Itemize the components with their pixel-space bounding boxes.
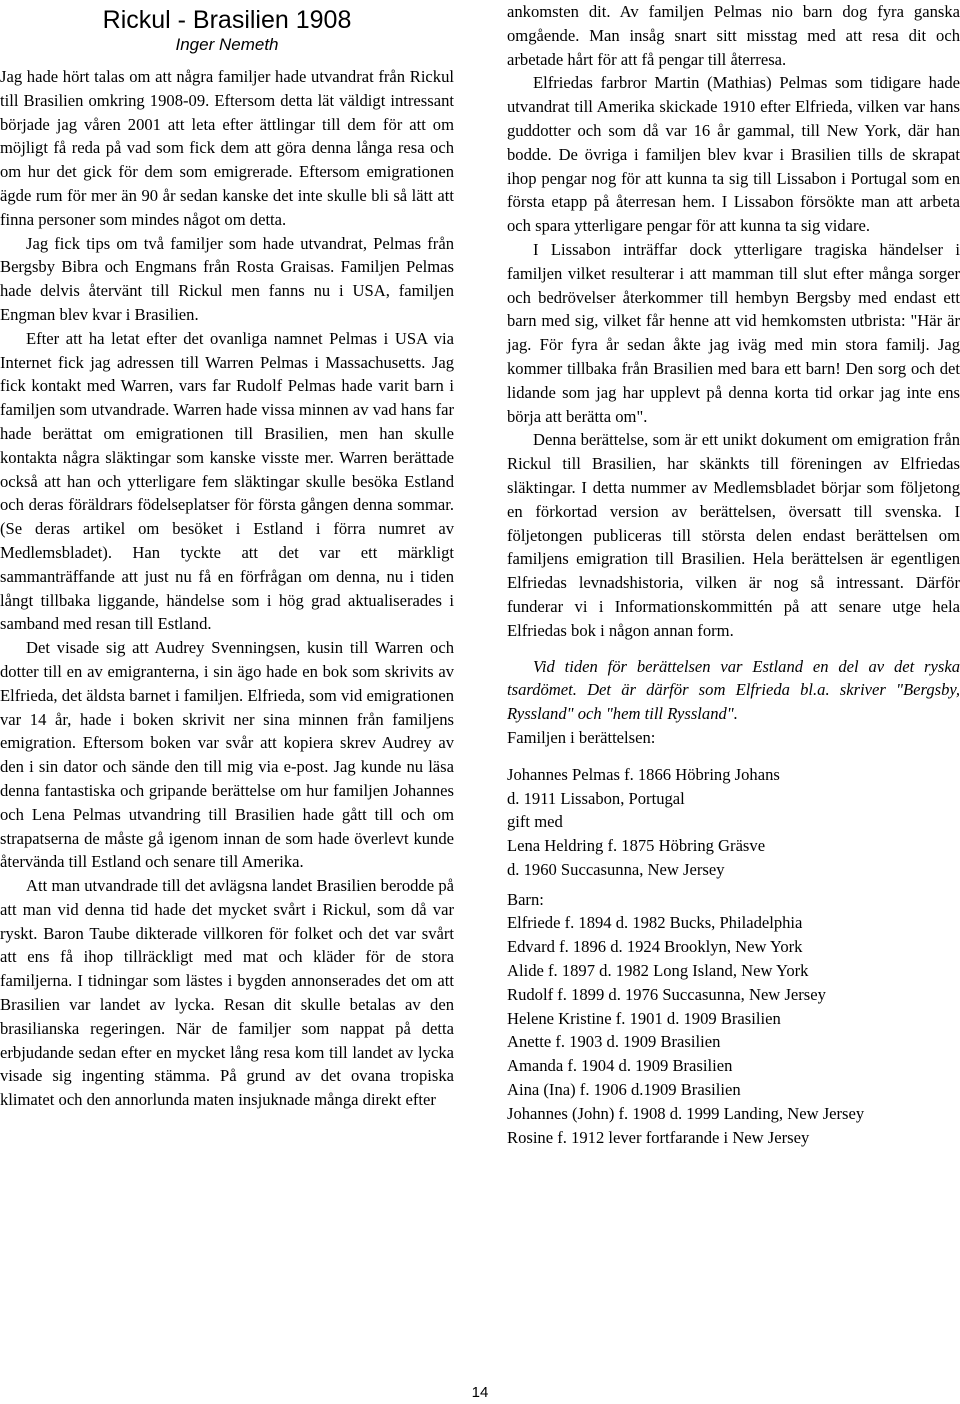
paragraph-lissabon: I Lissabon inträffar dock ytterligare tragiska händelser i familjen vilket resulterar i att mamman till slut efter många sorger och bedrövelser återkommer till hembyn Bergsby med endast ett barn med sig, vilket får henne att vid hemkomsten utbrista: "Här är jag. För fyra år sedan åkte jag iväg med min stora familj. Jag kommer tillbaka från Brasilien med bara ett barn! Den sorg och det lidande som jag har upplevt på denna korta tid orkar jag inte ens börja att berätta om". (507, 239, 960, 426)
right-column (507, 0, 960, 1149)
page-number: 14 (471, 1384, 489, 1401)
paragraph-document: Denna berättelse, som är ett unikt dokument om emigration från Rickul till Brasilien, har skänkts till föreningen av Elfriedas släktingar. I detta nummer av Medlemsbladet börjar som följetong en förkortad version av berättelsen, översatt till svenska. I följetongen publiceras till största delen endast berättelsen om familjens emigration till Brasilien. Hela berättelsen är egentligen Elfriedas levnadshistoria, vilken är nog så intressant. Därför funderar vi i Informationskommittén på att senare utge hela Elfriedas bok i någon annan form. (507, 430, 960, 640)
child-line: Rudolf f. 1899 d. 1976 Succasunna, New Jersey (507, 984, 826, 1004)
paragraph-reasons: Att man utvandrade till det avlägsna landet Brasilien berodde på att man vid denna tid hade det mycket svårt i Rickul, som då var ryskt. Baron Taube dikterade villkoren för folket och det var svårt att ens få ihop tillräckligt med mat och kläder för de stora familjerna. I tidningar som lästes i bygden annonserades det om att Brasilien var landet av lycka. Resan dit skulle betalas av den brasilianska regeringen. När de familjer som nappat på detta erbjudande sedan efter en mycket lång resa kom till landet av lycka visade sig ingenting stämma. På grund av det ovana tropiska klimatet och den annorlunda maten insjuknade många direkt efter (0, 876, 454, 1110)
child-line: Edvard f. 1896 d. 1924 Brooklyn, New York (507, 937, 803, 957)
article-title: Rickul - Brasilien 1908 (102, 6, 352, 34)
child-line: Aina (Ina) f. 1906 d.1909 Brasilien (507, 1080, 741, 1100)
paragraph-arrival: ankomsten dit. Av familjen Pelmas nio barn dog fyra ganska omgående. Man insåg snart sitt misstag med att resa dit och arbetade hårt för att få pengar till återresa. (507, 2, 960, 69)
family-heading: Familjen i berättelsen: (507, 727, 656, 747)
child-line: Alide f. 1897 d. 1982 Long Island, New York (507, 961, 809, 981)
parent-line: Lena Heldring f. 1875 Höbring Gräsve (507, 836, 766, 856)
editor-note: Vid tiden för berättelsen var Estland en del av det ryska tsardömet. Det är därför som Elfrieda bl.a. skriver "Bergsby, Ryssland" och "hem till Ryssland". (507, 656, 960, 724)
paragraph-martin: Elfriedas farbror Martin (Mathias) Pelmas som tidigare hade utvandrat till Amerika skickade 1910 efter Elfrieda, vilken var hans guddotter och som då var 16 år gammal, till New York, där han bodde. De övriga i familjen blev kvar i Brasilien tills de skrapat ihop pengar nog för att kunna ta sig till Lissabon i Portugal som en första etapp på återresan hem. I Lissabon försökte man att arbeta och spara ytterligare pengar för att kunna ta sig vidare. (507, 73, 960, 236)
child-line: Anette f. 1903 d. 1909 Brasilien (507, 1032, 721, 1052)
paragraph-intro: Jag hade hört talas om att några familjer hade utvandrat från Rickul till Brasilien omkring 1908-09. Eftersom detta lät väldigt intressant började jag våren 2001 att leta efter ättlingar till dem för att om möjligt få reda på vad som fick dem att göra denna långa resa och om hur det gick för dem som emigrerade. Eftersom emigrationen ägde rum för mer än 90 år sedan kanske det inte skulle bli så lätt att finna personer som mindes något om detta. (0, 67, 454, 229)
spacer (507, 750, 960, 763)
child-line: Amanda f. 1904 d. 1909 Brasilien (507, 1056, 733, 1076)
child-line: Helene Kristine f. 1901 d. 1909 Brasilien (507, 1008, 781, 1028)
child-line: Johannes (John) f. 1908 d. 1999 Landing, New Jersey (507, 1103, 865, 1123)
paragraph-warren: Efter att ha letat efter det ovanliga namnet Pelmas i USA via Internet fick jag adressen till Warren Pelmas i Massachusetts. Jag fick kontakt med Warren, vars far Rudolf Pelmas hade varit barn i familjen som utvandrade. Warren hade vissa minnen av vad hans far hade berättat om emigrationen till Brasilien, men han skulle kontakta några släktingar som kanske visste mer. Warren berättade också att han och ytterligare fem släktingar skulle besöka Estland och deras föräldrars födelseplatser för första gången denna sommar. (Se deras artikel om besöket i Estland i förra numret av Medlemsbladet). Han tyckte att det var ett märkligt sammanträffande att just nu få en förfrågan om denna, nu i tiden långt tillbaka liggande, händelse som i hög grad aktualiserades i samband med resan till Estland. (0, 328, 454, 634)
parent-line: gift med (507, 812, 563, 832)
parent-line: Johannes Pelmas f. 1866 Höbring Johans (507, 764, 780, 784)
paragraph-tips: Jag fick tips om två familjer som hade utvandrat, Pelmas från Bergsby Bibra och Engmans från Rosta Graisas. Familjen Pelmas hade delvis återvänt till Rickul men fanns nu i USA, familjen Engman blev kvar i Brasilien. (0, 233, 454, 324)
parent-line: d. 1911 Lissabon, Portugal (507, 788, 685, 808)
child-line: Elfriede f. 1894 d. 1982 Bucks, Philadelphia (507, 913, 803, 933)
child-line: Rosine f. 1912 lever fortfarande i New Jersey (507, 1127, 810, 1147)
paragraph-audrey: Det visade sig att Audrey Svenningsen, kusin till Warren och dotter till en av emigranterna, i sin ägo hade en bok som skrivits av Elfrieda, det äldsta barnet i familjen. Elfrieda, som vid emigrationen var 14 år, hade i boken skrivit ner sina minnen från familjens emigration. Eftersom boken var svår att kopiera skrev Audrey av den i sin dator och sände den till mig via e-post. Jag kunde nu läsa denna fantastiska och gripande berättelse om hur familjen Johannes och Lena Pelmas utvandring till Brasilien hade gått till och om strapatserna de måste gå igenom innan de som hade överlevt kunde återvända till Estland och senare till Amerika. (0, 638, 454, 872)
left-column (0, 0, 454, 1112)
article-author: Inger Nemeth (175, 35, 279, 54)
children-heading: Barn: (507, 889, 544, 909)
parent-line: d. 1960 Succasunna, New Jersey (507, 859, 725, 879)
